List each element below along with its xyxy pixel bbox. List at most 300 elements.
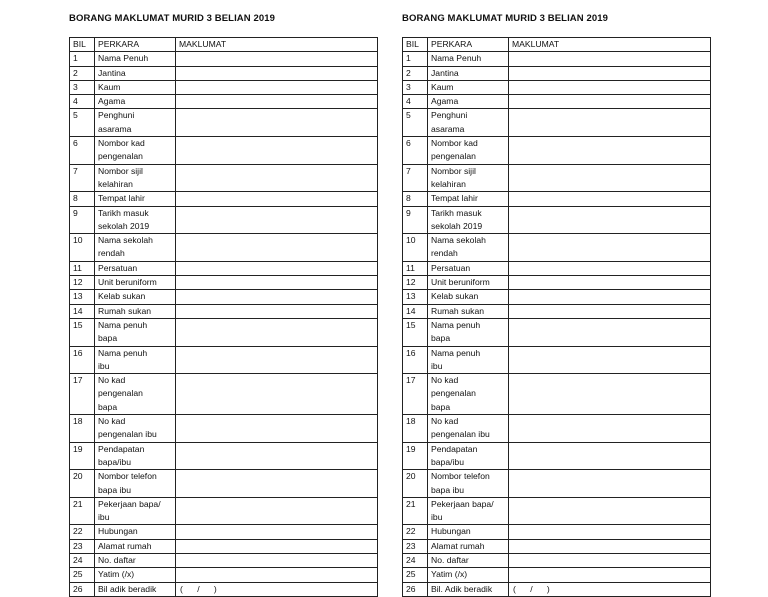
row-number: 24: [70, 553, 95, 567]
perkara-label: pengenalan: [431, 388, 476, 399]
perkara-label: Bil. Adik beradik: [431, 583, 493, 594]
perkara-cell: [95, 539, 176, 553]
maklumat-cell[interactable]: [176, 553, 378, 567]
perkara-label: Rumah sukan: [98, 305, 152, 316]
perkara-cell: [428, 470, 509, 498]
perkara-label: Penghuni: [98, 110, 135, 121]
row-number: 18: [403, 415, 428, 443]
header-perkara: PERKARA: [95, 38, 176, 52]
row-number: 22: [70, 525, 95, 539]
perkara-label: No kad: [431, 416, 459, 427]
perkara-label: No. daftar: [431, 554, 469, 565]
perkara-cell: [428, 553, 509, 567]
maklumat-cell[interactable]: [176, 497, 378, 525]
table-row: [70, 109, 378, 137]
maklumat-cell[interactable]: [176, 582, 378, 596]
row-number: 3: [403, 80, 428, 94]
perkara-label: Bil adik beradik: [98, 583, 157, 594]
row-number: 25: [70, 568, 95, 582]
row-number: 22: [403, 525, 428, 539]
perkara-cell: [428, 192, 509, 206]
row-number: 7: [70, 164, 95, 192]
perkara-label: Yatim (/x): [98, 569, 135, 580]
maklumat-value: ( / ): [513, 583, 550, 594]
perkara-label: ibu: [98, 360, 110, 371]
perkara-label: Rumah sukan: [431, 305, 485, 316]
perkara-cell: [428, 66, 509, 80]
perkara-label: No kad: [98, 375, 126, 386]
table-row: [403, 52, 711, 66]
table-row: [70, 568, 378, 582]
header-maklumat: MAKLUMAT: [176, 38, 378, 52]
perkara-cell: [428, 290, 509, 304]
perkara-cell: [95, 497, 176, 525]
table-row: [403, 290, 711, 304]
maklumat-cell[interactable]: [509, 304, 711, 318]
perkara-label: Kelab sukan: [98, 291, 146, 302]
table-row: [403, 304, 711, 318]
perkara-label: Nombor telefon: [98, 471, 157, 482]
maklumat-cell[interactable]: [509, 525, 711, 539]
maklumat-cell[interactable]: [176, 374, 378, 415]
perkara-label: ibu: [98, 512, 110, 523]
maklumat-cell[interactable]: [176, 318, 378, 346]
maklumat-cell[interactable]: [176, 346, 378, 374]
table-row: [70, 66, 378, 80]
table-row: [403, 137, 711, 165]
maklumat-cell[interactable]: [176, 206, 378, 234]
perkara-cell: [95, 206, 176, 234]
row-number: 13: [403, 290, 428, 304]
perkara-label: No kad: [98, 416, 126, 427]
table-row: [403, 109, 711, 137]
maklumat-cell[interactable]: [176, 80, 378, 94]
maklumat-cell[interactable]: [509, 164, 711, 192]
table-row: [70, 164, 378, 192]
perkara-cell: [95, 109, 176, 137]
perkara-label: Kaum: [98, 81, 121, 92]
table-row: [70, 539, 378, 553]
perkara-label: pengenalan ibu: [98, 429, 157, 440]
maklumat-cell[interactable]: [176, 164, 378, 192]
header-maklumat: MAKLUMAT: [509, 38, 711, 52]
maklumat-cell[interactable]: [176, 276, 378, 290]
perkara-cell: [428, 374, 509, 415]
perkara-label: pengenalan: [98, 388, 143, 399]
perkara-label: Persatuan: [431, 262, 471, 273]
perkara-label: ibu: [431, 360, 443, 371]
perkara-label: Tempat lahir: [431, 193, 478, 204]
perkara-cell: [428, 95, 509, 109]
row-number: 1: [70, 52, 95, 66]
table-row: [70, 582, 378, 596]
row-number: 12: [70, 276, 95, 290]
perkara-label: Pekerjaan bapa/: [98, 498, 161, 509]
maklumat-cell[interactable]: [176, 568, 378, 582]
form-left: [69, 13, 378, 597]
perkara-label: Hubungan: [431, 526, 471, 537]
table-row: [70, 234, 378, 262]
maklumat-cell[interactable]: [509, 568, 711, 582]
perkara-cell: [95, 164, 176, 192]
table-row: [403, 539, 711, 553]
perkara-label: pengenalan ibu: [431, 429, 490, 440]
maklumat-cell[interactable]: [509, 261, 711, 275]
table-row: [70, 374, 378, 415]
maklumat-cell[interactable]: [509, 109, 711, 137]
table-row: [403, 276, 711, 290]
row-number: 10: [403, 234, 428, 262]
table-row: [403, 525, 711, 539]
perkara-cell: [95, 52, 176, 66]
row-number: 15: [403, 318, 428, 346]
perkara-cell: [428, 164, 509, 192]
maklumat-cell[interactable]: [509, 442, 711, 470]
perkara-label: bapa ibu: [431, 484, 464, 495]
maklumat-cell[interactable]: [509, 137, 711, 165]
row-number: 23: [70, 539, 95, 553]
row-number: 6: [70, 137, 95, 165]
perkara-cell: [95, 261, 176, 275]
table-row: [403, 470, 711, 498]
perkara-cell: [95, 192, 176, 206]
perkara-label: bapa ibu: [98, 484, 131, 495]
perkara-label: sekolah 2019: [98, 220, 150, 231]
perkara-label: Nama penuh: [431, 319, 481, 330]
maklumat-cell[interactable]: [509, 497, 711, 525]
row-number: 6: [403, 137, 428, 165]
maklumat-cell[interactable]: [176, 234, 378, 262]
perkara-cell: [95, 137, 176, 165]
perkara-label: Nombor telefon: [431, 471, 490, 482]
info-table: [69, 37, 378, 597]
perkara-cell: [428, 52, 509, 66]
table-row: [70, 442, 378, 470]
maklumat-cell[interactable]: [509, 539, 711, 553]
row-number: 26: [403, 582, 428, 596]
table-row: [70, 290, 378, 304]
perkara-cell: [428, 304, 509, 318]
row-number: 25: [403, 568, 428, 582]
table-row: [70, 318, 378, 346]
row-number: 10: [70, 234, 95, 262]
perkara-cell: [95, 318, 176, 346]
row-number: 12: [403, 276, 428, 290]
row-number: 16: [70, 346, 95, 374]
table-row: [403, 234, 711, 262]
perkara-cell: [95, 582, 176, 596]
table-row: [403, 192, 711, 206]
perkara-label: bapa: [431, 333, 451, 344]
table-row: [70, 80, 378, 94]
perkara-label: Nama Penuh: [98, 53, 149, 64]
row-number: 15: [70, 318, 95, 346]
perkara-cell: [95, 415, 176, 443]
maklumat-cell[interactable]: [176, 261, 378, 275]
table-row: [70, 52, 378, 66]
perkara-label: Unit beruniform: [98, 277, 157, 288]
table-row: [403, 568, 711, 582]
perkara-label: sekolah 2019: [431, 220, 483, 231]
perkara-label: Alamat rumah: [98, 540, 152, 551]
row-number: 23: [403, 539, 428, 553]
maklumat-cell[interactable]: [176, 415, 378, 443]
perkara-label: Tarikh masuk: [431, 207, 482, 218]
perkara-cell: [428, 525, 509, 539]
row-number: 20: [70, 470, 95, 498]
maklumat-cell[interactable]: [509, 80, 711, 94]
maklumat-cell[interactable]: [176, 525, 378, 539]
table-row: [403, 80, 711, 94]
row-number: 18: [70, 415, 95, 443]
maklumat-cell[interactable]: [509, 415, 711, 443]
maklumat-cell[interactable]: [176, 539, 378, 553]
row-number: 5: [70, 109, 95, 137]
table-row: [403, 374, 711, 415]
perkara-cell: [428, 568, 509, 582]
perkara-label: asarama: [98, 123, 132, 134]
perkara-cell: [95, 553, 176, 567]
perkara-cell: [428, 206, 509, 234]
table-row: [70, 553, 378, 567]
row-number: 21: [403, 497, 428, 525]
perkara-cell: [428, 346, 509, 374]
perkara-label: Nama penuh: [98, 319, 148, 330]
perkara-cell: [95, 234, 176, 262]
perkara-label: Nama penuh: [431, 347, 481, 358]
perkara-label: Nama sekolah: [98, 235, 153, 246]
perkara-cell: [95, 470, 176, 498]
perkara-label: Pendapatan: [431, 443, 478, 454]
form-title: BORANG MAKLUMAT MURID 3 BELIAN 2019: [402, 13, 609, 24]
perkara-label: kelahiran: [431, 178, 466, 189]
perkara-cell: [95, 442, 176, 470]
perkara-label: pengenalan: [431, 151, 476, 162]
perkara-cell: [428, 415, 509, 443]
maklumat-cell[interactable]: [509, 234, 711, 262]
perkara-cell: [95, 276, 176, 290]
perkara-label: Jantina: [431, 67, 459, 78]
perkara-label: Kaum: [431, 81, 454, 92]
perkara-label: Penghuni: [431, 110, 468, 121]
table-row: [403, 442, 711, 470]
perkara-cell: [428, 539, 509, 553]
maklumat-cell[interactable]: [176, 442, 378, 470]
perkara-cell: [95, 525, 176, 539]
maklumat-cell[interactable]: [509, 95, 711, 109]
row-number: 26: [70, 582, 95, 596]
table-row: [70, 261, 378, 275]
form-right: [402, 13, 711, 597]
table-row: [403, 261, 711, 275]
maklumat-cell[interactable]: [509, 66, 711, 80]
header-row: [403, 38, 711, 52]
row-number: 17: [70, 374, 95, 415]
table-row: [70, 95, 378, 109]
perkara-label: Nombor sijil: [431, 165, 476, 176]
table-row: [70, 192, 378, 206]
table-row: [70, 525, 378, 539]
maklumat-cell[interactable]: [509, 192, 711, 206]
perkara-label: Pekerjaan bapa/: [431, 498, 494, 509]
table-row: [70, 276, 378, 290]
maklumat-cell[interactable]: [509, 582, 711, 596]
table-row: [403, 66, 711, 80]
perkara-label: Agama: [431, 96, 459, 107]
perkara-cell: [428, 234, 509, 262]
row-number: 1: [403, 52, 428, 66]
row-number: 8: [70, 192, 95, 206]
maklumat-cell[interactable]: [509, 346, 711, 374]
table-row: [70, 304, 378, 318]
row-number: 13: [70, 290, 95, 304]
perkara-cell: [428, 109, 509, 137]
maklumat-cell[interactable]: [509, 290, 711, 304]
perkara-cell: [95, 346, 176, 374]
perkara-label: Kelab sukan: [431, 291, 479, 302]
perkara-cell: [95, 304, 176, 318]
row-number: 17: [403, 374, 428, 415]
row-number: 20: [403, 470, 428, 498]
header-bil: BIL: [70, 38, 95, 52]
table-row: [403, 164, 711, 192]
perkara-cell: [95, 95, 176, 109]
row-number: 24: [403, 553, 428, 567]
maklumat-cell[interactable]: [176, 66, 378, 80]
maklumat-value: ( / ): [180, 583, 217, 594]
perkara-label: pengenalan: [98, 151, 143, 162]
perkara-label: bapa: [98, 333, 118, 344]
row-number: 2: [403, 66, 428, 80]
perkara-label: bapa: [98, 401, 118, 412]
maklumat-cell[interactable]: [176, 290, 378, 304]
row-number: 2: [70, 66, 95, 80]
perkara-label: bapa/ibu: [98, 456, 131, 467]
perkara-label: Unit beruniform: [431, 277, 490, 288]
form-title: BORANG MAKLUMAT MURID 3 BELIAN 2019: [69, 13, 276, 24]
perkara-cell: [428, 137, 509, 165]
perkara-label: Yatim (/x): [431, 569, 468, 580]
table-row: [403, 95, 711, 109]
table-row: [70, 497, 378, 525]
table-row: [70, 206, 378, 234]
row-number: 7: [403, 164, 428, 192]
perkara-cell: [95, 290, 176, 304]
perkara-label: Nombor kad: [431, 138, 478, 149]
maklumat-cell[interactable]: [509, 553, 711, 567]
table-row: [403, 582, 711, 596]
perkara-label: Agama: [98, 96, 126, 107]
perkara-cell: [428, 582, 509, 596]
maklumat-cell[interactable]: [176, 304, 378, 318]
perkara-label: Alamat rumah: [431, 540, 485, 551]
perkara-label: Tarikh masuk: [98, 207, 149, 218]
perkara-cell: [95, 66, 176, 80]
perkara-label: rendah: [431, 248, 458, 259]
perkara-label: Persatuan: [98, 262, 138, 273]
maklumat-cell[interactable]: [176, 52, 378, 66]
table-row: [403, 318, 711, 346]
perkara-cell: [428, 318, 509, 346]
row-number: 11: [403, 261, 428, 275]
perkara-label: Nama Penuh: [431, 53, 482, 64]
perkara-label: rendah: [98, 248, 125, 259]
row-number: 5: [403, 109, 428, 137]
perkara-label: ibu: [431, 512, 443, 523]
perkara-label: No. daftar: [98, 554, 136, 565]
row-number: 4: [403, 95, 428, 109]
table-row: [70, 137, 378, 165]
perkara-cell: [95, 568, 176, 582]
perkara-label: Nombor kad: [98, 138, 145, 149]
row-number: 4: [70, 95, 95, 109]
maklumat-cell[interactable]: [509, 52, 711, 66]
header-perkara: PERKARA: [428, 38, 509, 52]
perkara-label: Nombor sijil: [98, 165, 143, 176]
row-number: 21: [70, 497, 95, 525]
row-number: 19: [70, 442, 95, 470]
table-row: [70, 415, 378, 443]
perkara-cell: [428, 80, 509, 94]
perkara-cell: [428, 276, 509, 290]
row-number: 14: [403, 304, 428, 318]
maklumat-cell[interactable]: [176, 470, 378, 498]
perkara-cell: [95, 374, 176, 415]
row-number: 9: [403, 206, 428, 234]
maklumat-cell[interactable]: [176, 95, 378, 109]
info-table: [402, 37, 711, 597]
maklumat-cell[interactable]: [176, 109, 378, 137]
perkara-cell: [428, 442, 509, 470]
row-number: 9: [70, 206, 95, 234]
maklumat-cell[interactable]: [509, 276, 711, 290]
row-number: 19: [403, 442, 428, 470]
maklumat-cell[interactable]: [509, 374, 711, 415]
table-row: [403, 415, 711, 443]
header-row: [70, 38, 378, 52]
maklumat-cell[interactable]: [509, 470, 711, 498]
perkara-label: Hubungan: [98, 526, 138, 537]
perkara-cell: [428, 497, 509, 525]
perkara-label: Jantina: [98, 67, 126, 78]
table-row: [403, 206, 711, 234]
table-row: [403, 553, 711, 567]
perkara-label: Pendapatan: [98, 443, 145, 454]
table-row: [403, 346, 711, 374]
perkara-label: No kad: [431, 375, 459, 386]
maklumat-cell[interactable]: [509, 206, 711, 234]
perkara-label: bapa: [431, 401, 451, 412]
table-row: [403, 497, 711, 525]
perkara-cell: [95, 80, 176, 94]
table-row: [70, 346, 378, 374]
maklumat-cell[interactable]: [176, 192, 378, 206]
perkara-label: Nama sekolah: [431, 235, 486, 246]
maklumat-cell[interactable]: [509, 318, 711, 346]
row-number: 16: [403, 346, 428, 374]
row-number: 8: [403, 192, 428, 206]
row-number: 11: [70, 261, 95, 275]
maklumat-cell[interactable]: [176, 137, 378, 165]
perkara-label: Tempat lahir: [98, 193, 145, 204]
perkara-label: asarama: [431, 123, 465, 134]
perkara-label: bapa/ibu: [431, 456, 464, 467]
perkara-label: kelahiran: [98, 178, 133, 189]
perkara-cell: [428, 261, 509, 275]
perkara-label: Nama penuh: [98, 347, 148, 358]
row-number: 3: [70, 80, 95, 94]
header-bil: BIL: [403, 38, 428, 52]
